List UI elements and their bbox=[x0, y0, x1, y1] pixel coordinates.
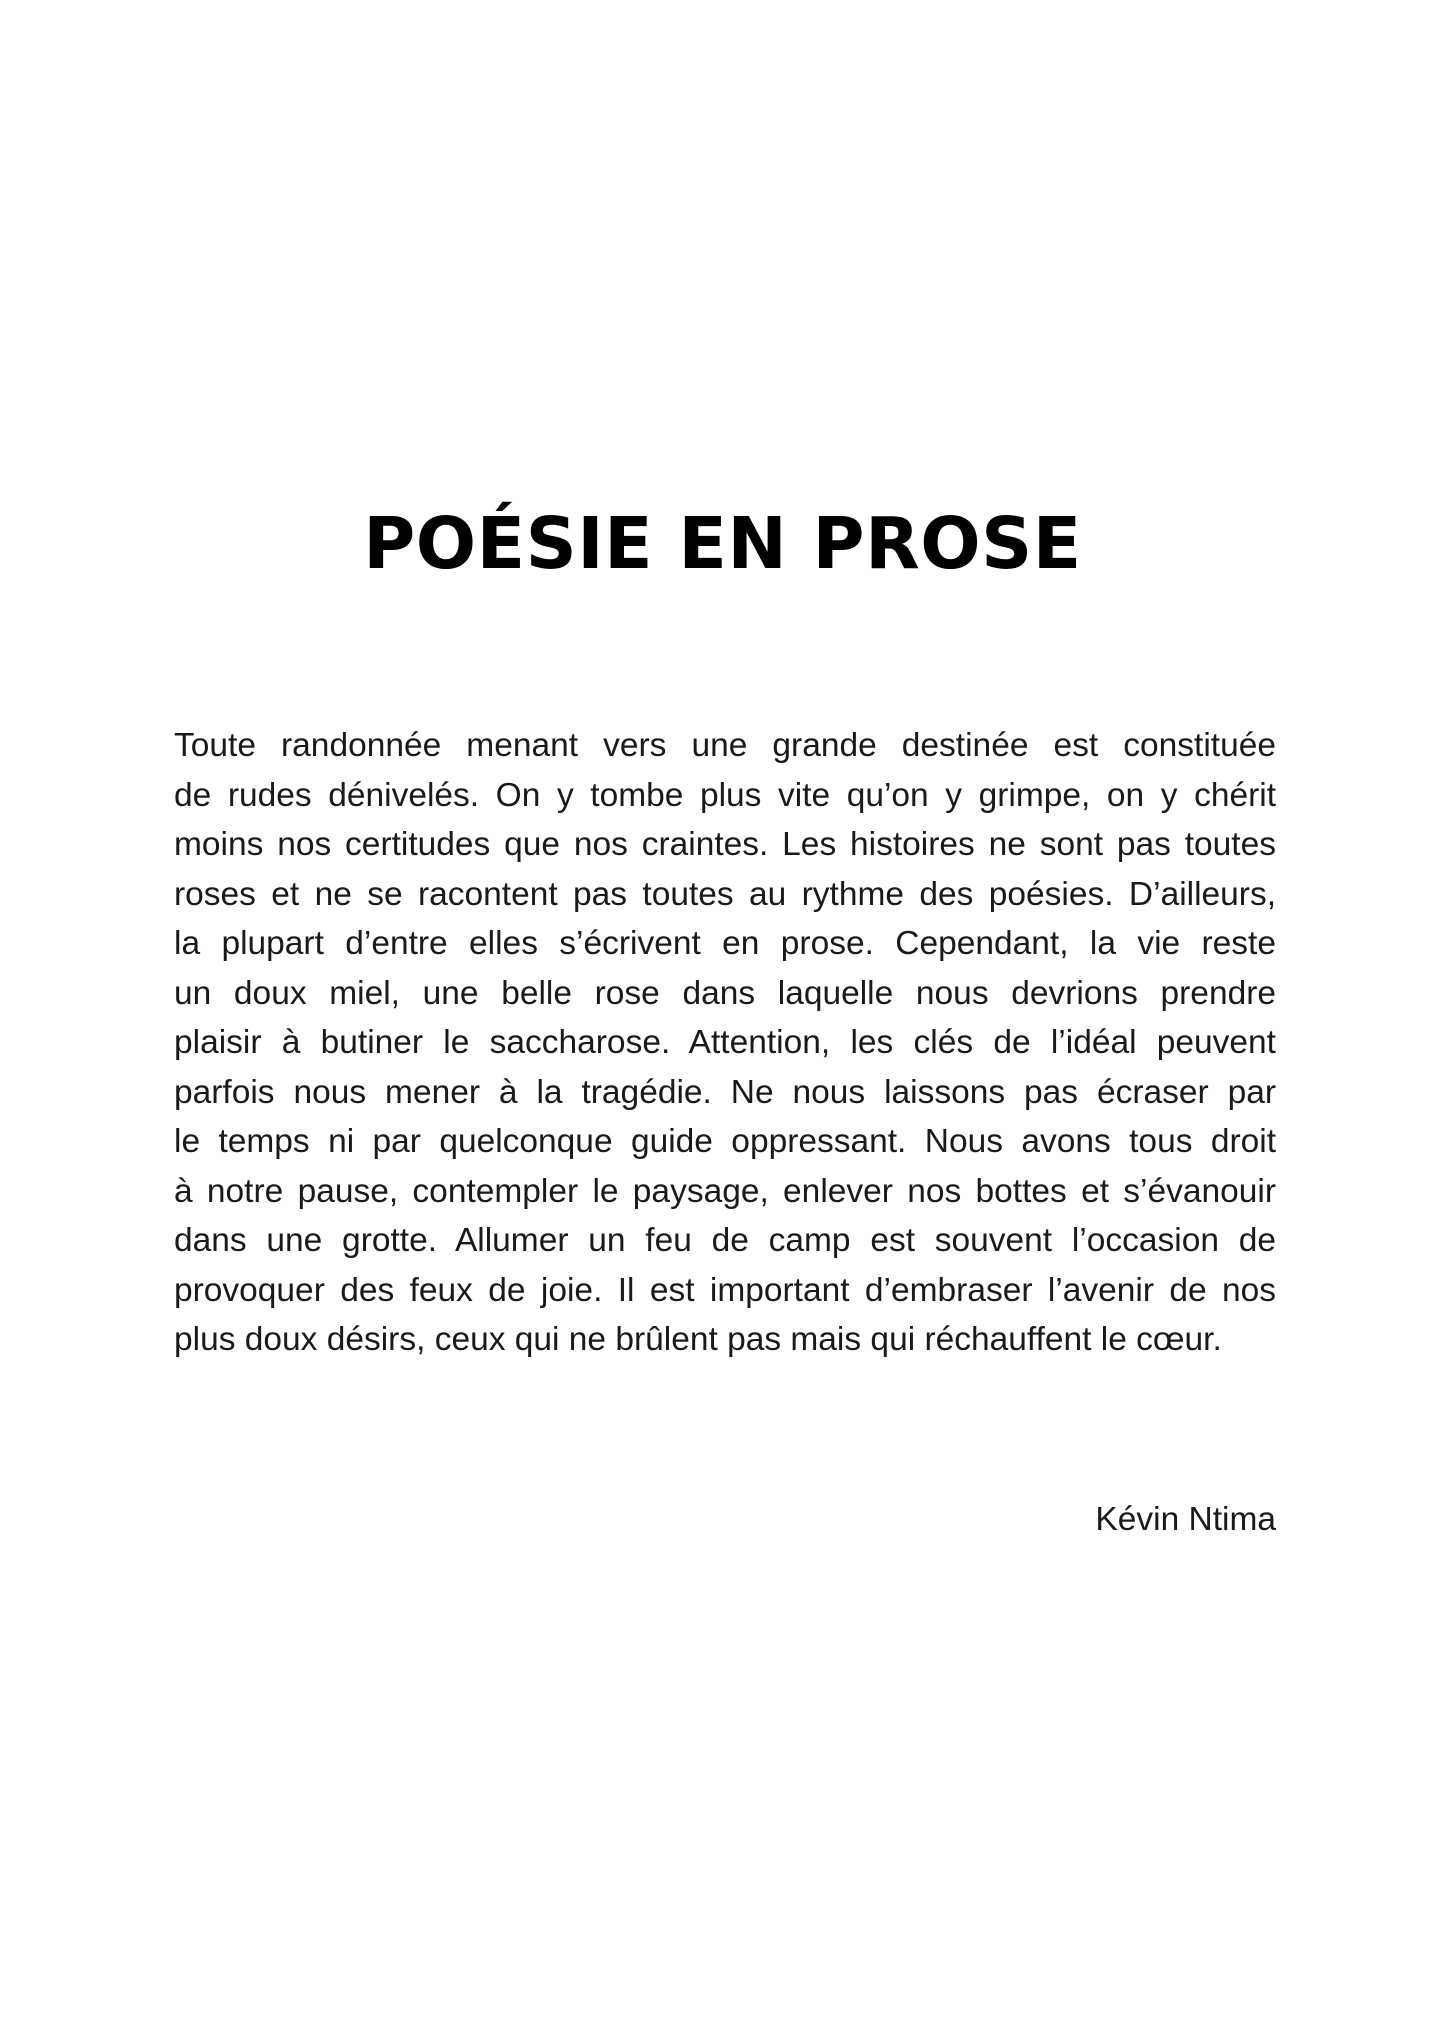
body-line: roses et ne se racontent pas toutes au rythme des poésies. D’ailleurs, bbox=[174, 875, 1276, 913]
prose-poem-body bbox=[174, 721, 1276, 1365]
body-line: la plupart d’entre elles s’écrivent en prose. Cependant, la vie reste bbox=[174, 925, 1276, 962]
body-line: provoquer des feux de joie. Il est important d’embraser l’avenir de nos bbox=[174, 1271, 1276, 1309]
body-line: un doux miel, une belle rose dans laquelle nous devrions prendre bbox=[174, 974, 1276, 1012]
page-title: POÉSIE EN PROSE bbox=[363, 502, 1082, 585]
body-line: à notre pause, contempler le paysage, enlever nos bottes et s’évanouir bbox=[174, 1172, 1276, 1210]
body-line: moins nos certitudes que nos craintes. Les histoires ne sont pas toutes bbox=[174, 826, 1276, 863]
body-line: plaisir à butiner le saccharose. Attention, les clés de l’idéal peuvent bbox=[174, 1024, 1276, 1061]
body-line: dans une grotte. Allumer un feu de camp est souvent l’occasion de bbox=[174, 1222, 1276, 1259]
body-line: plus doux désirs, ceux qui ne brûlent pas mais qui réchauffent le cœur. bbox=[174, 1321, 1222, 1358]
body-line: parfois nous mener à la tragédie. Ne nous laissons pas écraser par bbox=[174, 1073, 1276, 1111]
author-signature: Kévin Ntima bbox=[1095, 1501, 1276, 1538]
body-line: le temps ni par quelconque guide oppressant. Nous avons tous droit bbox=[174, 1123, 1276, 1160]
body-line: Toute randonnée menant vers une grande destinée est constituée bbox=[174, 727, 1276, 764]
body-line: de rudes dénivelés. On y tombe plus vite qu’on y grimpe, on y chérit bbox=[174, 776, 1276, 814]
